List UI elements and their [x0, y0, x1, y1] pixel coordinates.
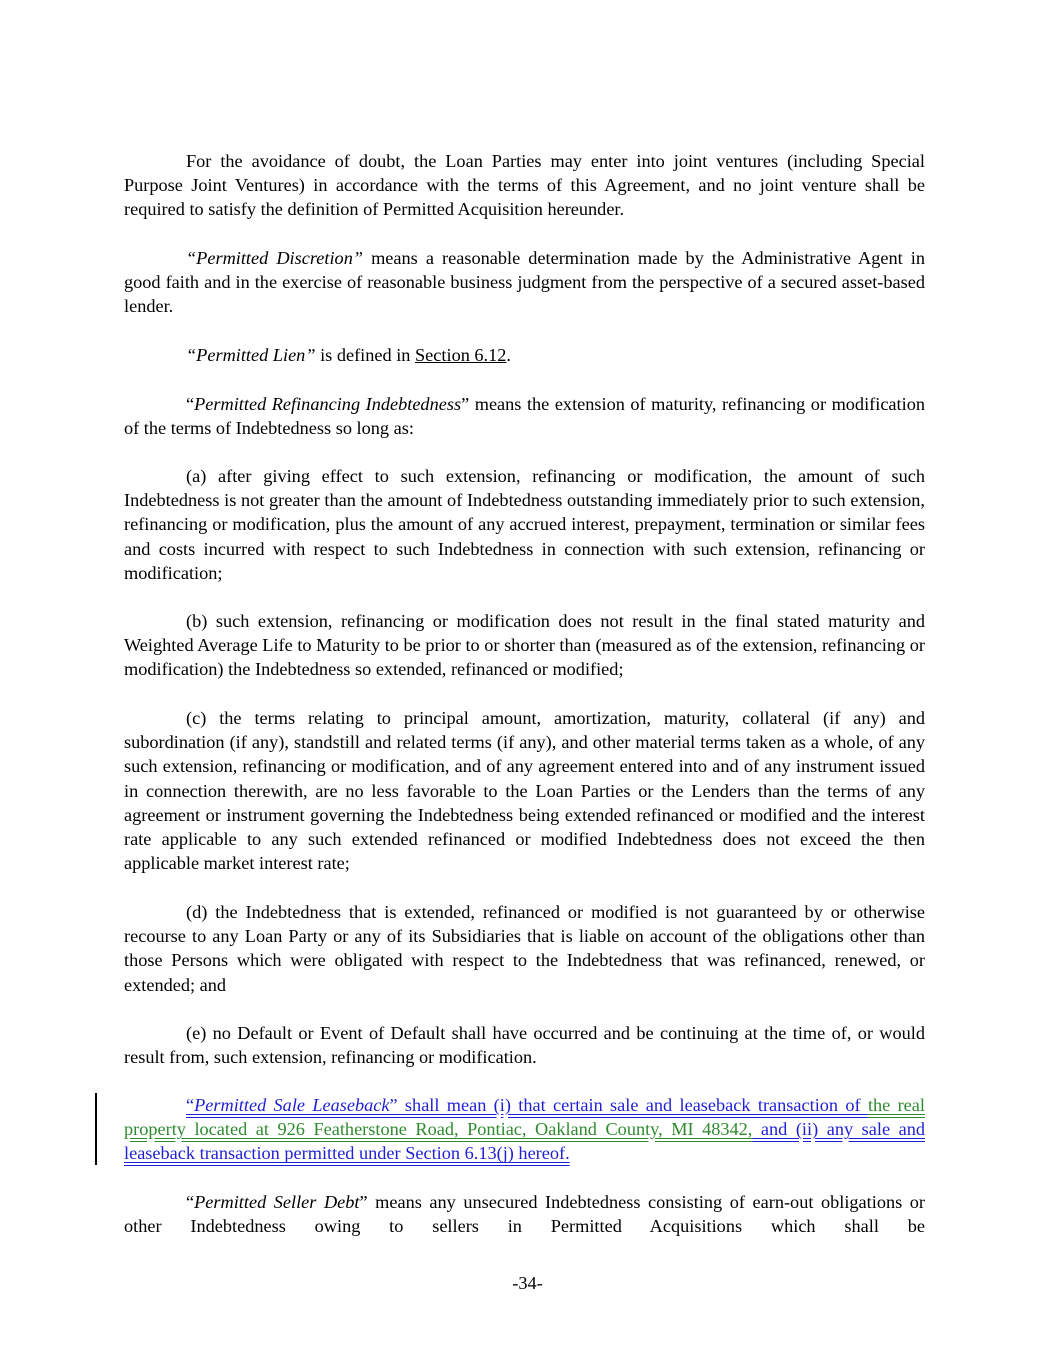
defined-term: Permitted Seller Debt	[194, 1192, 360, 1212]
clause-text: (e) no Default or Event of Default shall have occurred and be continuing at the time of, or would result from, such extension, refinancing or modification.	[124, 1023, 925, 1068]
definition-permitted-refinancing-indebtedness	[124, 392, 925, 440]
clause-b	[124, 609, 925, 682]
inserted-text-end: and (ii) any sale and leaseback transaction permitted under Section 6.13(j) hereof.	[124, 1119, 925, 1164]
definition-text-end: .	[506, 345, 511, 365]
clause-text: (d) the Indebtedness that is extended, refinanced or modified is not guaranteed by or otherwise recourse to any Loan Party or any of its Subsidiaries that is liable on account of the obligations other than those Persons which were obligated with respect to the Indebtedness that was refinanced, renewed, or extended; and	[124, 902, 925, 995]
inserted-defined-term: Permitted Sale Leaseback	[194, 1095, 390, 1115]
clause-text: (b) such extension, refinancing or modification does not result in the final stated maturity and Weighted Average Life to Maturity to be prior to or shorter than (measured as of the extension, refinancing or modification) the Indebtedness so extended, refinanced or modified;	[124, 611, 925, 680]
inserted-text-quote: “	[186, 1095, 195, 1115]
close-quote: ”	[359, 1192, 368, 1212]
revision-change-bar	[95, 1093, 97, 1165]
definition-text: means the extension of maturity, refinancing or modification of the terms of Indebtedness so long as:	[124, 394, 925, 439]
definition-permitted-discretion	[124, 246, 925, 319]
defined-term: Permitted Refinancing Indebtedness	[194, 394, 462, 414]
defined-term: “Permitted Lien”	[186, 345, 316, 365]
definition-text: means any unsecured Indebtedness consisting of earn-out obligations or other Indebtedness owing to sellers in Permitted Acquisitions which shall be	[124, 1192, 925, 1237]
inserted-text: ” shall mean (i) that certain sale and leaseback transaction of	[389, 1095, 868, 1115]
clause-c	[124, 706, 925, 875]
clause-text: (c) the terms relating to principal amount, amortization, maturity, collateral (if any) and subordination (if any), standstill and related terms (if any), and other material terms taken as a whole, of any such extension, refinancing or modification, and of any agreement entered into and of any instrument issued in connection therewith, are no less favorable to the Loan Parties or the Lenders than the terms of any agreement or instrument governing the Indebtedness being extended refinanced or modified and the interest rate applicable to any such extended refinanced or modified Indebtedness does not exceed the then applicable market interest rate;	[124, 708, 925, 874]
clause-e	[124, 1021, 925, 1069]
clause-text: (a) after giving effect to such extension, refinancing or modification, the amount of such Indebtedness is not greater than the amount of Indebtedness outstanding immediately prior to such extension, refinancing or modification, plus the amount of any accrued interest, prepayment, termination or similar fees and costs incurred with respect to such Indebtedness in connection with such extension, refinancing or modification;	[124, 466, 925, 583]
paragraph-joint-ventures	[124, 149, 925, 222]
close-quote: ”	[461, 394, 470, 414]
definition-permitted-lien	[124, 343, 925, 367]
page-number: -34-	[512, 1273, 543, 1293]
defined-term: “Permitted Discretion”	[186, 248, 363, 268]
section-reference-link[interactable]: Section 6.12	[415, 345, 507, 365]
clause-d	[124, 900, 925, 997]
joint-ventures-text: For the avoidance of doubt, the Loan Parties may enter into joint ventures (including Special Purpose Joint Ventures) in accordance with the terms of this Agreement, and no joint venture shall be required to satisfy the definition of Permitted Acquisition hereunder.	[124, 151, 925, 220]
moved-text: the real property located at 926 Featherstone Road, Pontiac, Oakland County, MI 48342,	[124, 1095, 925, 1140]
clause-a	[124, 464, 925, 585]
open-quote: “	[186, 1192, 195, 1212]
definition-text: is defined in	[315, 345, 416, 365]
definition-permitted-seller-debt	[124, 1190, 925, 1238]
open-quote: “	[186, 394, 195, 414]
definition-text: means a reasonable determination made by the Administrative Agent in good faith and in the exercise of reasonable business judgment from the perspective of a secured asset-based lender.	[124, 248, 925, 317]
definition-permitted-sale-leaseback	[124, 1093, 925, 1166]
